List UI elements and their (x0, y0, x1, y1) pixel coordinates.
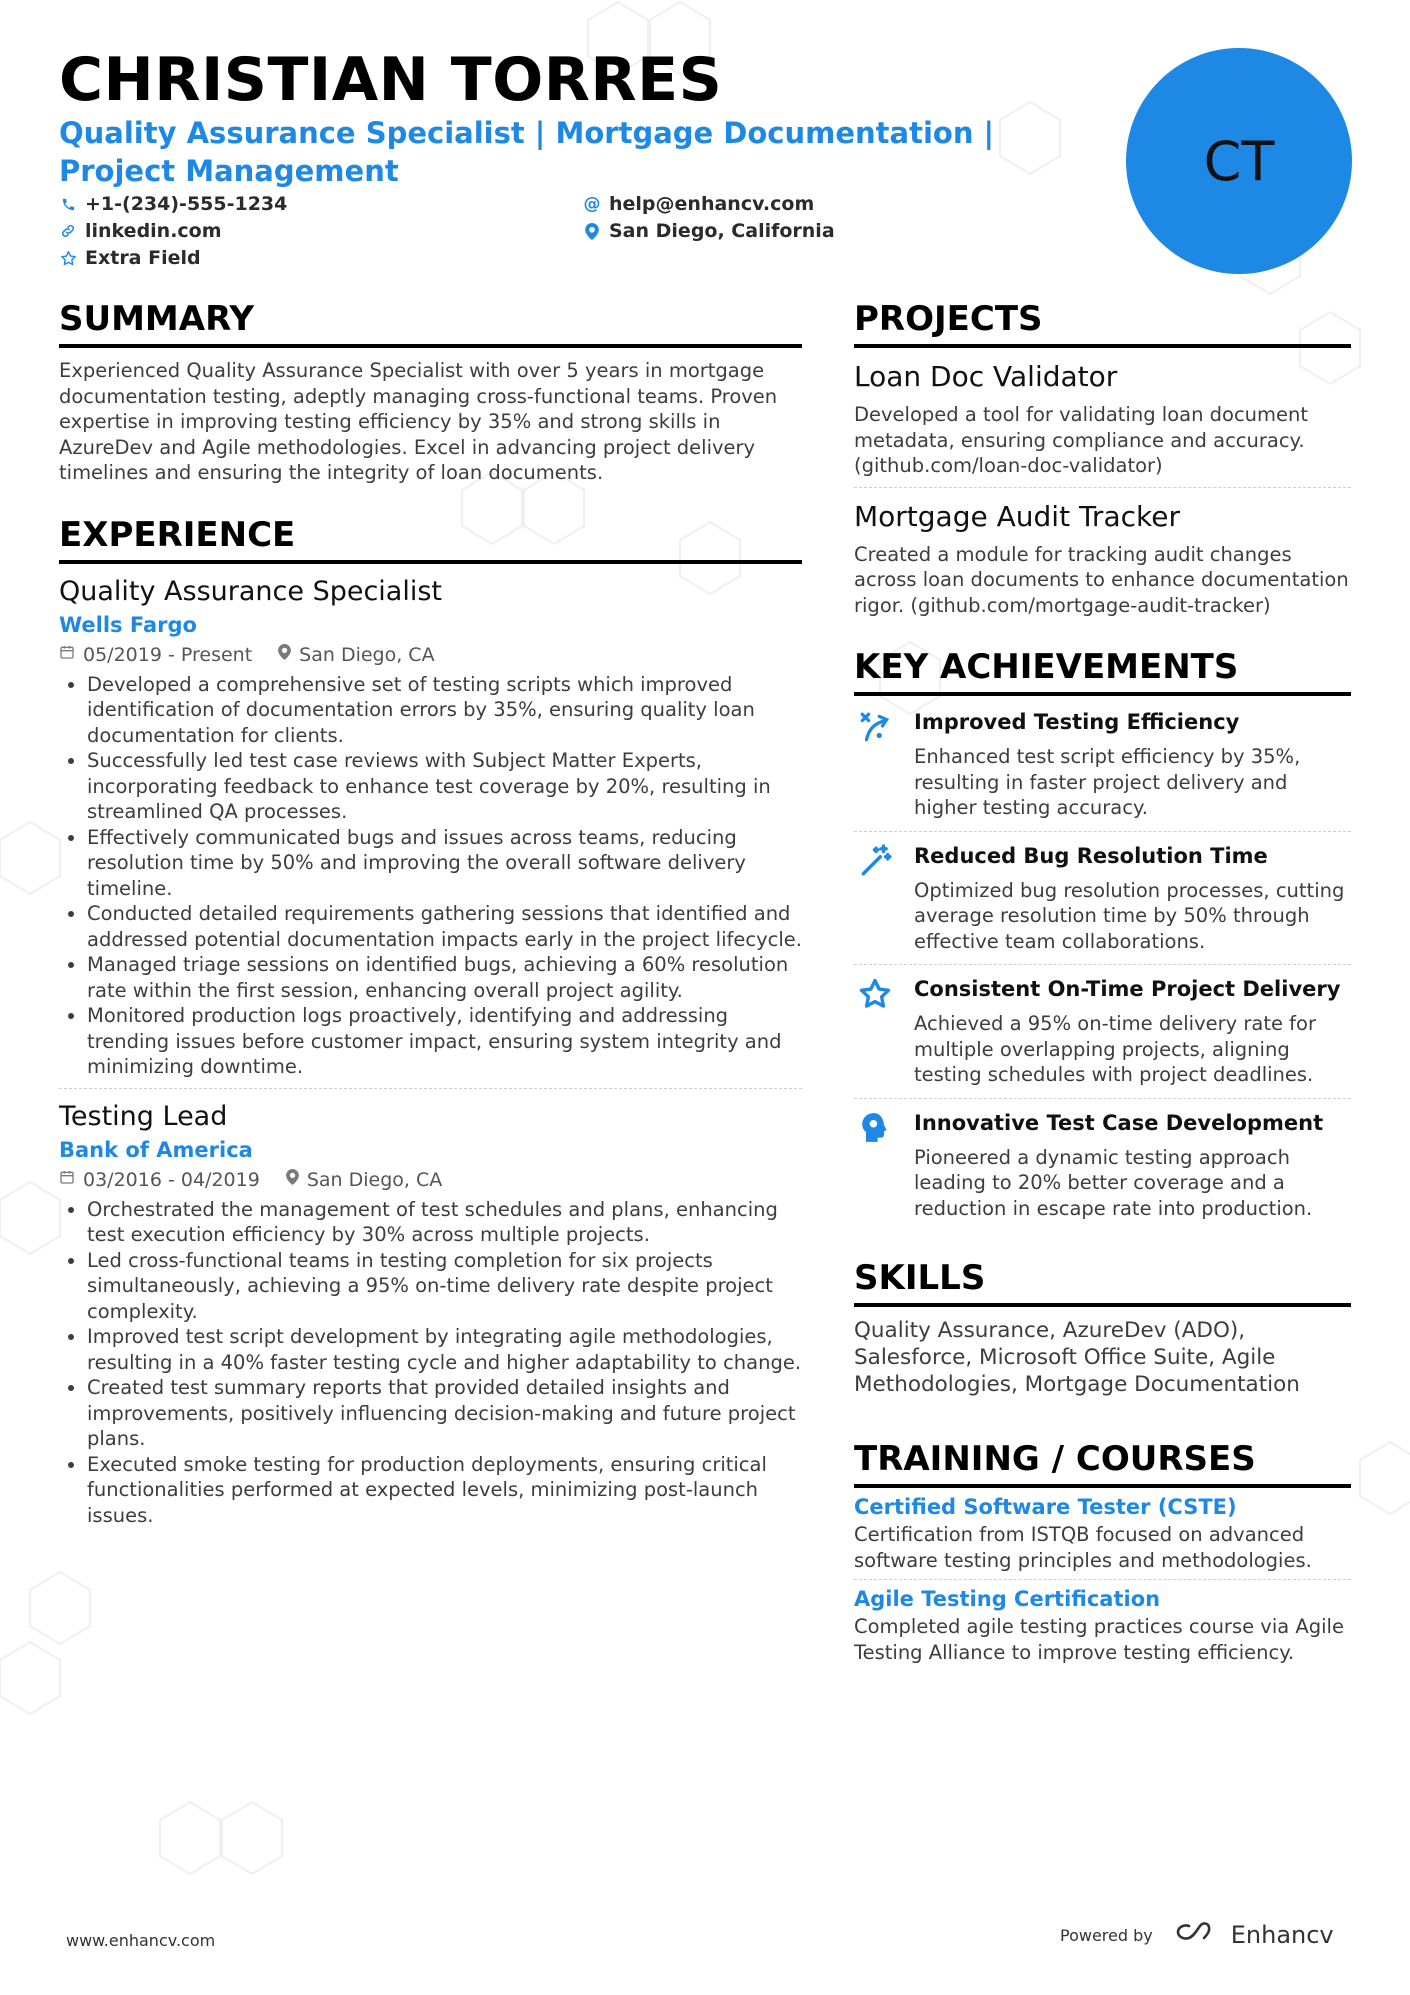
candidate-name: CHRISTIAN TORRES (59, 45, 723, 115)
achievement-title: Innovative Test Case Development (914, 1110, 1324, 1135)
job-dates-text: 03/2016 - 04/2019 (83, 1168, 260, 1191)
bullet-item: • Conducted detailed requirements gathering sessions that identified and addressed potential documentation impacts early in the project lifecycle. (87, 901, 802, 952)
avatar-initials: CT (1126, 48, 1352, 274)
calendar-icon (59, 640, 75, 670)
project-entry (854, 358, 1351, 479)
brand-logo[interactable] (1175, 1920, 1334, 1950)
divider (854, 1579, 1351, 1580)
course-desc: Completed agile testing practices course via Agile Testing Alliance to improve testing efficiency. (854, 1615, 1344, 1664)
course-entry (854, 1584, 1351, 1665)
job-dates (59, 640, 252, 670)
summary-text: Experienced Quality Assurance Specialist with over 5 years in mortgage documentation testing, adeptly managing cross-functional teams. Proven expertise in improving testing efficiency by 35% and strong skills in AzureDev and Agile methodologies. Excel in advancing project delivery timelines and ensuring the integrity of loan documents. (59, 359, 778, 484)
bullet-item: • Managed triage sessions on identified bugs, achieving a 60% resolution rate within the first session, enhancing overall project agility. (87, 952, 802, 1003)
phone-icon (59, 197, 77, 212)
bullet-item: • Effectively communicated bugs and issues across teams, reducing resolution time by 50% and improving the overall software delivery timeline. (87, 825, 802, 902)
course-title: Certified Software Tester (CSTE) (854, 1495, 1237, 1519)
star-icon (854, 975, 896, 1088)
strategy-arrow-icon (854, 708, 896, 821)
left-column (59, 298, 802, 1556)
bullet-item: • Led cross-functional teams in testing completion for six projects simultaneously, achieving a 95% on-time delivery rate despite project complexity. (87, 1248, 802, 1325)
course-entry (854, 1492, 1351, 1573)
location-text: San Diego, California (609, 220, 835, 242)
skills-section (854, 1257, 1351, 1398)
job-bullets (59, 672, 802, 1080)
job-role: Quality Assurance Specialist (59, 575, 443, 607)
job-entry (59, 1099, 802, 1529)
projects-section (854, 298, 1351, 618)
achievement-title: Reduced Bug Resolution Time (914, 843, 1268, 868)
headline: Quality Assurance Specialist | Mortgage Documentation | Project Management (59, 116, 995, 188)
summary-section (59, 298, 802, 486)
star-outline-icon (59, 250, 77, 267)
bullet-item: • Monitored production logs proactively, identifying and addressing trending issues before customer impact, ensuring system integrity and minimizing downtime. (87, 1003, 802, 1080)
phone-text: +1-(234)-555-1234 (85, 193, 288, 215)
contact-email[interactable] (583, 193, 814, 215)
course-desc: Certification from ISTQB focused on advanced software testing principles and methodologies. (854, 1523, 1312, 1572)
achievement-item (854, 1099, 1351, 1230)
location-pin-icon (583, 223, 601, 240)
location-pin-icon (286, 1165, 299, 1195)
course-title: Agile Testing Certification (854, 1587, 1161, 1611)
job-company: Bank of America (59, 1137, 253, 1162)
right-column (854, 298, 1351, 1693)
divider (854, 487, 1351, 488)
head-idea-icon (854, 1109, 896, 1222)
job-dates-text: 05/2019 - Present (83, 643, 253, 666)
achievements-section (854, 646, 1351, 1229)
magic-wand-icon (854, 842, 896, 955)
achievement-item (854, 832, 1351, 963)
bullet-item: • Developed a comprehensive set of testing scripts which improved identification of documentation errors by 35%, ensuring quality loan documentation for clients. (87, 672, 802, 749)
achievement-title: Improved Testing Efficiency (914, 710, 1240, 734)
achievement-item (854, 965, 1351, 1096)
job-entry (59, 574, 802, 1080)
powered-by-text: Powered by (1060, 1925, 1153, 1945)
enhancv-logo-icon (1175, 1920, 1221, 1950)
job-location-text: San Diego, CA (299, 643, 435, 666)
contact-extra (59, 247, 201, 269)
job-dates (59, 1165, 260, 1195)
achievement-desc: Achieved a 95% on-time delivery rate for multiple overlapping projects, aligning testing schedules with project deadlines. (914, 1012, 1316, 1086)
achievement-desc: Optimized bug resolution processes, cutting average resolution time by 50% through effective team collaborations. (914, 878, 1345, 953)
training-section (854, 1438, 1351, 1665)
email-text: help@enhancv.com (609, 193, 815, 215)
location-pin-icon (278, 640, 291, 670)
link-icon (59, 223, 77, 239)
experience-section (59, 514, 802, 1529)
projects-heading: PROJECTS (854, 298, 1351, 348)
summary-heading: SUMMARY (59, 298, 802, 348)
brand-name: Enhancv (1230, 1921, 1334, 1949)
footer-branding (1060, 1920, 1334, 1950)
achievement-item (854, 698, 1351, 829)
achievement-desc: Enhanced test script efficiency by 35%, resulting in faster project delivery and higher testing accuracy. (914, 745, 1301, 819)
contact-linkedin[interactable] (59, 220, 222, 242)
job-meta (59, 1165, 802, 1195)
bullet-item: • Successfully led test case reviews with Subject Matter Experts, incorporating feedback to enhance test coverage by 20%, resulting in streamlined QA processes. (87, 748, 802, 825)
bullet-item: • Improved test script development by integrating agile methodologies, resulting in a 40% faster testing cycle and higher adaptability to change. (87, 1324, 802, 1375)
achievements-heading: KEY ACHIEVEMENTS (854, 646, 1351, 696)
footer-website[interactable]: www.enhancv.com (66, 1931, 216, 1950)
skills-heading: SKILLS (854, 1257, 1351, 1307)
job-role: Testing Lead (59, 1100, 228, 1132)
job-bullets (59, 1197, 802, 1529)
achievement-title: Consistent On-Time Project Delivery (914, 977, 1341, 1001)
job-location (286, 1165, 442, 1195)
bullet-item: • Executed smoke testing for production deployments, ensuring critical functionalities performed at expected levels, minimizing post-launch issues. (87, 1452, 802, 1529)
contact-phone[interactable] (59, 193, 287, 215)
training-heading: TRAINING / COURSES (854, 1438, 1351, 1488)
project-desc: Developed a tool for validating loan document metadata, ensuring compliance and accuracy. (github.com/loan-doc-validator) (854, 403, 1309, 477)
job-company: Wells Fargo (59, 612, 197, 637)
experience-heading: EXPERIENCE (59, 514, 802, 564)
bullet-item: • Orchestrated the management of test schedules and plans, enhancing test execution efficiency by 30% across multiple projects. (87, 1197, 802, 1248)
bullet-item: • Created test summary reports that provided detailed insights and improvements, positively influencing decision-making and future project plans. (87, 1375, 802, 1452)
at-sign-icon: @ (583, 194, 601, 214)
job-meta (59, 640, 802, 670)
achievement-desc: Pioneered a dynamic testing approach leading to 20% better coverage and a reduction in escape rate into production. (914, 1145, 1313, 1220)
contact-location (583, 220, 835, 242)
extra-field-text: Extra Field (85, 247, 201, 269)
skills-text: Quality Assurance, AzureDev (ADO), Salesforce, Microsoft Office Suite, Agile Methodologies, Mortgage Documentation (854, 1318, 1300, 1397)
job-location (278, 640, 434, 670)
project-entry (854, 498, 1351, 619)
project-title: Loan Doc Validator (854, 360, 1118, 393)
divider (59, 1088, 802, 1089)
project-desc: Created a module for tracking audit changes across loan documents to enhance documentation rigor. (github.com/mortgage-audit-tracker) (854, 542, 1349, 617)
project-title: Mortgage Audit Tracker (854, 499, 1180, 533)
linkedin-text: linkedin.com (85, 220, 222, 242)
calendar-icon (59, 1165, 75, 1195)
job-location-text: San Diego, CA (306, 1168, 443, 1191)
